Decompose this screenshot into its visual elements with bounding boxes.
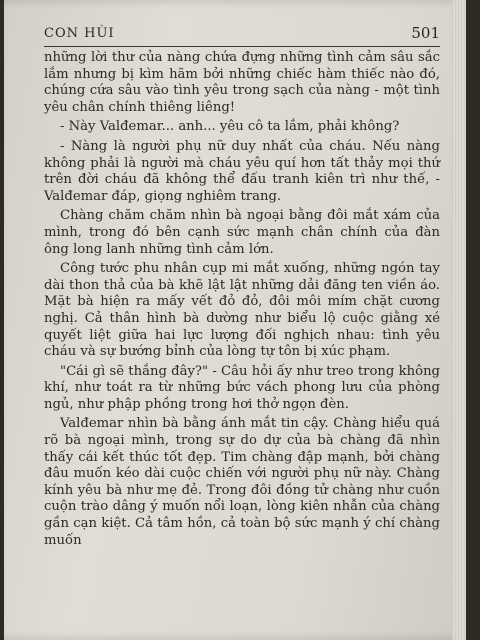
paragraph: - Này Valđemar... anh... yêu cô ta lắm, phải không? <box>60 119 400 135</box>
book-page <box>4 0 466 640</box>
page-number: 501 <box>411 24 440 42</box>
page-edges <box>452 0 466 640</box>
body-text <box>44 50 440 552</box>
paragraph: - Nàng là người phụ nữ duy nhất của cháu. Nếu nàng không phải là người mà cháu yêu quí hơn tất thảy mọi thứ trên đời cháu đã không thể đấu tranh kiên trì như thế, - Valđemar đáp, giọng nghiêm trang. <box>44 138 440 204</box>
paragraph: Chàng chăm chăm nhìn bà ngoại bằng đôi mắt xám của mình, trong đó bên cạnh sức mạnh chân chính của đàn ông long lanh những tình cảm lớn. <box>44 208 440 257</box>
paragraph: những lời thư của nàng chứa đựng những tình cảm sâu sắc lắm nhưng bị kìm hãm bởi những chiếc hàm thiếc nào đó, chúng cứa sâu vào tình yêu trong sạch của nàng - một tình yêu chân chính thiêng liêng! <box>44 50 440 115</box>
paragraph: Công tước phu nhân cụp mi mắt xuống, những ngón tay dài thon thả của bà khẽ lật lật những dải đăng ten viền áo. Mặt bà hiện ra mấy vết đỏ đỏ, đôi môi mím chặt cương nghị. Cả thân hình bà dường như biểu lộ cuộc giằng xé quyết liệt giữa hai lực lượng đối nghịch nhau: tình yêu cháu và sự bướng bỉnh của lòng tự tôn bị xúc phạm. <box>44 261 440 360</box>
running-header <box>44 24 440 47</box>
running-title: CON HÙI <box>44 26 115 41</box>
paragraph: "Cái gì sẽ thắng đây?" - Câu hỏi ấy như treo trong không khí, như toát ra từ những bức vách phong lưu của phòng ngủ, như phập phồng trong hơi thở ngọn đèn. <box>44 363 440 412</box>
paragraph: Valđemar nhìn bà bằng ánh mắt tin cậy. Chàng hiểu quá rõ bà ngoại mình, trong sự do dự của bà chàng đã nhìn thấy cái kết thúc tốt đẹp. Tim chàng đập mạnh, bởi chàng đâu muốn kéo dài cuộc chiến với người phụ nữ này. Chàng kính yêu bà như mẹ đẻ. Trong đôi đồng tử chàng như cuồn cuộn trào dâng ý muốn nổi loạn, lòng kiên nhẫn của chàng gần cạn kiệt. Cả tâm hồn, cả toàn bộ sức mạnh ý chí chàng muốn <box>44 416 440 548</box>
